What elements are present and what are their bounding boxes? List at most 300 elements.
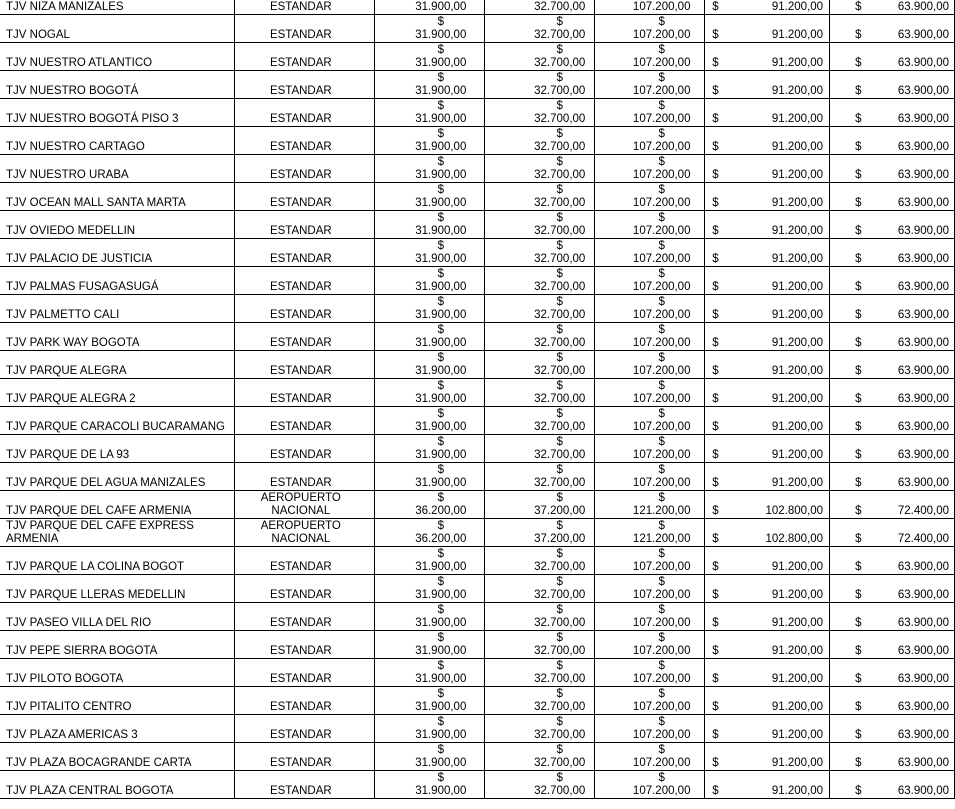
price-1-cell[interactable] <box>375 0 485 15</box>
price-1-cell[interactable] <box>375 435 485 463</box>
currency-symbol: $ <box>712 141 719 153</box>
currency-symbol: $ <box>437 380 444 392</box>
price-2-cell[interactable] <box>485 463 595 491</box>
category-cell[interactable]: ESTANDAR <box>235 631 375 659</box>
price-4-cell[interactable] <box>705 239 830 267</box>
price-3-value: 121.200,00 <box>632 533 691 545</box>
location-name-cell[interactable]: TJV PILOTO BOGOTA <box>0 659 235 687</box>
currency-symbol: $ <box>855 29 862 41</box>
table-row <box>0 127 955 155</box>
price-4-value: 91.200,00 <box>771 337 824 349</box>
price-2-cell[interactable] <box>485 351 595 379</box>
location-name-cell[interactable]: TJV PARQUE LLERAS MEDELLIN <box>0 575 235 603</box>
price-5-cell[interactable] <box>830 463 955 491</box>
price-3-value: 107.200,00 <box>632 141 691 153</box>
category-cell[interactable]: ESTANDAR <box>235 155 375 183</box>
price-2-value: 32.700,00 <box>534 337 586 349</box>
price-3-value: 107.200,00 <box>632 29 691 41</box>
currency-symbol: $ <box>855 337 862 349</box>
location-name-cell[interactable]: TJV PARQUE DEL AGUA MANIZALES <box>0 463 235 491</box>
price-5-cell[interactable] <box>830 211 955 239</box>
price-2-cell[interactable] <box>485 687 595 715</box>
currency-symbol: $ <box>855 421 862 433</box>
price-5-value: 63.900,00 <box>897 1 949 13</box>
location-name-cell[interactable]: TJV NUESTRO URABA <box>0 155 235 183</box>
price-3-cell[interactable] <box>595 659 705 687</box>
price-4-cell[interactable] <box>705 71 830 99</box>
price-5-cell[interactable] <box>830 491 955 519</box>
price-5-cell[interactable] <box>830 43 955 71</box>
price-2-cell[interactable] <box>485 43 595 71</box>
currency-symbol: $ <box>437 660 444 672</box>
price-1-cell[interactable] <box>375 71 485 99</box>
price-3-cell[interactable] <box>595 491 705 519</box>
price-5-cell[interactable] <box>830 267 955 295</box>
price-2-cell[interactable] <box>485 15 595 43</box>
category-cell[interactable]: ESTANDAR <box>235 379 375 407</box>
price-1-cell[interactable] <box>375 491 485 519</box>
price-4-value: 91.200,00 <box>771 29 824 41</box>
table-row <box>0 771 955 799</box>
price-2-cell[interactable] <box>485 155 595 183</box>
currency-symbol: $ <box>437 548 444 560</box>
price-4-cell[interactable] <box>705 687 830 715</box>
currency-symbol: $ <box>712 617 719 629</box>
price-2-cell[interactable] <box>485 603 595 631</box>
price-1-value: 36.200,00 <box>415 533 467 545</box>
price-5-value: 63.900,00 <box>897 729 949 741</box>
price-3-cell[interactable] <box>595 127 705 155</box>
price-4-value: 91.200,00 <box>771 421 824 433</box>
category-cell[interactable]: ESTANDAR <box>235 15 375 43</box>
price-1-value: 31.900,00 <box>415 141 467 153</box>
price-2-cell[interactable] <box>485 519 595 547</box>
price-3-value: 107.200,00 <box>632 337 691 349</box>
table-row <box>0 155 955 183</box>
price-2-cell[interactable] <box>485 295 595 323</box>
category-cell[interactable]: ESTANDAR <box>235 407 375 435</box>
price-1-cell[interactable] <box>375 183 485 211</box>
currency-symbol: $ <box>712 785 719 797</box>
price-1-cell[interactable] <box>375 407 485 435</box>
price-5-cell[interactable] <box>830 715 955 743</box>
currency-symbol: $ <box>712 309 719 321</box>
currency-symbol: $ <box>855 365 862 377</box>
price-4-value: 91.200,00 <box>771 85 824 97</box>
price-5-cell[interactable] <box>830 519 955 547</box>
price-4-cell[interactable] <box>705 407 830 435</box>
location-name-cell[interactable]: TJV PARQUE DE LA 93 <box>0 435 235 463</box>
category-cell[interactable]: ESTANDAR <box>235 127 375 155</box>
price-3-cell[interactable] <box>595 463 705 491</box>
currency-symbol: $ <box>437 464 444 476</box>
price-2-cell[interactable] <box>485 771 595 799</box>
price-4-value: 91.200,00 <box>771 561 824 573</box>
currency-symbol: $ <box>437 408 444 420</box>
currency-symbol: $ <box>437 576 444 588</box>
category-cell[interactable]: ESTANDAR <box>235 603 375 631</box>
price-3-cell[interactable] <box>595 379 705 407</box>
location-name-cell[interactable]: TJV PARQUE DEL CAFE ARMENIA <box>0 491 235 519</box>
price-3-cell[interactable] <box>595 519 705 547</box>
location-name-cell[interactable]: TJV PALMAS FUSAGASUGÁ <box>0 267 235 295</box>
price-1-cell[interactable] <box>375 211 485 239</box>
price-3-cell[interactable] <box>595 99 705 127</box>
currency-symbol: $ <box>658 128 665 140</box>
price-2-cell[interactable] <box>485 631 595 659</box>
location-name-cell[interactable]: TJV NUESTRO ATLANTICO <box>0 43 235 71</box>
price-2-cell[interactable] <box>485 491 595 519</box>
price-3-cell[interactable] <box>595 743 705 771</box>
price-4-cell[interactable] <box>705 659 830 687</box>
price-5-cell[interactable] <box>830 71 955 99</box>
price-3-value: 107.200,00 <box>632 253 691 265</box>
price-2-cell[interactable] <box>485 211 595 239</box>
price-3-value: 107.200,00 <box>632 757 691 769</box>
price-2-cell[interactable] <box>485 743 595 771</box>
price-3-cell[interactable] <box>595 71 705 99</box>
price-4-value: 91.200,00 <box>771 449 824 461</box>
price-4-cell[interactable] <box>705 771 830 799</box>
category-cell[interactable]: ESTANDAR <box>235 211 375 239</box>
currency-symbol: $ <box>712 197 719 209</box>
price-3-cell[interactable] <box>595 155 705 183</box>
category-cell[interactable]: ESTANDAR <box>235 771 375 799</box>
price-4-cell[interactable] <box>705 463 830 491</box>
currency-symbol: $ <box>658 688 665 700</box>
currency-symbol: $ <box>658 716 665 728</box>
price-2-cell[interactable] <box>485 659 595 687</box>
currency-symbol: $ <box>556 184 563 196</box>
price-5-cell[interactable] <box>830 0 955 15</box>
currency-symbol: $ <box>855 169 862 181</box>
price-3-cell[interactable] <box>595 715 705 743</box>
price-5-cell[interactable] <box>830 547 955 575</box>
price-3-cell[interactable] <box>595 323 705 351</box>
currency-symbol: $ <box>855 589 862 601</box>
price-1-cell[interactable] <box>375 267 485 295</box>
category-cell[interactable]: ESTANDAR <box>235 99 375 127</box>
category-cell[interactable]: ESTANDAR <box>235 575 375 603</box>
price-5-cell[interactable] <box>830 603 955 631</box>
price-2-value: 32.700,00 <box>534 141 586 153</box>
price-4-cell[interactable] <box>705 491 830 519</box>
price-4-cell[interactable] <box>705 547 830 575</box>
price-2-cell[interactable] <box>485 547 595 575</box>
price-3-cell[interactable] <box>595 575 705 603</box>
price-3-value: 107.200,00 <box>632 197 691 209</box>
category-cell[interactable]: ESTANDAR <box>235 687 375 715</box>
price-1-cell[interactable] <box>375 715 485 743</box>
price-2-cell[interactable] <box>485 435 595 463</box>
price-3-value: 107.200,00 <box>632 421 691 433</box>
price-1-cell[interactable] <box>375 631 485 659</box>
price-4-cell[interactable] <box>705 211 830 239</box>
currency-symbol: $ <box>556 688 563 700</box>
currency-symbol: $ <box>556 380 563 392</box>
price-4-cell[interactable] <box>705 435 830 463</box>
currency-symbol: $ <box>556 464 563 476</box>
category-cell[interactable]: ESTANDAR <box>235 0 375 15</box>
price-4-cell[interactable] <box>705 127 830 155</box>
price-2-cell[interactable] <box>485 715 595 743</box>
price-3-cell[interactable] <box>595 631 705 659</box>
price-5-cell[interactable] <box>830 99 955 127</box>
price-5-value: 63.900,00 <box>897 617 949 629</box>
currency-symbol: $ <box>556 772 563 784</box>
currency-symbol: $ <box>556 16 563 28</box>
price-3-cell[interactable] <box>595 407 705 435</box>
price-3-value: 107.200,00 <box>632 393 691 405</box>
price-1-cell[interactable] <box>375 239 485 267</box>
price-4-cell[interactable] <box>705 99 830 127</box>
currency-symbol: $ <box>855 645 862 657</box>
category-cell[interactable]: ESTANDAR <box>235 71 375 99</box>
price-2-cell[interactable] <box>485 323 595 351</box>
price-5-cell[interactable] <box>830 183 955 211</box>
location-name-cell[interactable]: TJV PITALITO CENTRO <box>0 687 235 715</box>
price-4-value: 91.200,00 <box>771 57 824 69</box>
price-3-cell[interactable] <box>595 267 705 295</box>
location-name-cell[interactable]: TJV PARQUE CARACOLI BUCARAMANG <box>0 407 235 435</box>
location-name-cell[interactable]: TJV NUESTRO BOGOTÁ PISO 3 <box>0 99 235 127</box>
currency-symbol: $ <box>437 744 444 756</box>
price-3-cell[interactable] <box>595 351 705 379</box>
table-row <box>0 547 955 575</box>
price-2-cell[interactable] <box>485 0 595 15</box>
category-cell[interactable]: AEROPUERTO NACIONAL <box>235 519 375 547</box>
price-5-cell[interactable] <box>830 155 955 183</box>
price-5-cell[interactable] <box>830 407 955 435</box>
location-name-cell[interactable]: TJV PARQUE DEL CAFE EXPRESS ARMENIA <box>0 519 235 547</box>
price-4-cell[interactable] <box>705 0 830 15</box>
price-2-value: 32.700,00 <box>534 57 586 69</box>
price-1-cell[interactable] <box>375 519 485 547</box>
price-3-cell[interactable] <box>595 211 705 239</box>
price-1-cell[interactable] <box>375 547 485 575</box>
price-1-cell[interactable] <box>375 575 485 603</box>
currency-symbol: $ <box>658 296 665 308</box>
price-1-cell[interactable] <box>375 99 485 127</box>
location-name-cell[interactable]: TJV NUESTRO BOGOTÁ <box>0 71 235 99</box>
price-4-cell[interactable] <box>705 43 830 71</box>
category-cell[interactable]: ESTANDAR <box>235 463 375 491</box>
category-cell[interactable]: AEROPUERTO NACIONAL <box>235 491 375 519</box>
price-3-cell[interactable] <box>595 771 705 799</box>
currency-symbol: $ <box>855 281 862 293</box>
price-2-cell[interactable] <box>485 379 595 407</box>
price-5-cell[interactable] <box>830 771 955 799</box>
price-5-cell[interactable] <box>830 127 955 155</box>
price-5-cell[interactable] <box>830 743 955 771</box>
price-2-cell[interactable] <box>485 183 595 211</box>
price-3-cell[interactable] <box>595 239 705 267</box>
price-4-value: 91.200,00 <box>771 253 824 265</box>
currency-symbol: $ <box>855 757 862 769</box>
category-cell[interactable]: ESTANDAR <box>235 659 375 687</box>
price-5-cell[interactable] <box>830 239 955 267</box>
price-5-value: 63.900,00 <box>897 673 949 685</box>
category-cell[interactable]: ESTANDAR <box>235 43 375 71</box>
price-5-value: 63.900,00 <box>897 365 949 377</box>
location-name-cell[interactable]: TJV PALMETTO CALI <box>0 295 235 323</box>
category-cell[interactable]: ESTANDAR <box>235 435 375 463</box>
currency-symbol: $ <box>437 44 444 56</box>
price-3-cell[interactable] <box>595 435 705 463</box>
currency-symbol: $ <box>658 16 665 28</box>
price-5-value: 63.900,00 <box>897 281 949 293</box>
price-1-cell[interactable] <box>375 43 485 71</box>
price-2-cell[interactable] <box>485 267 595 295</box>
category-cell[interactable]: ESTANDAR <box>235 183 375 211</box>
price-4-cell[interactable] <box>705 295 830 323</box>
table-row <box>0 463 955 491</box>
price-3-cell[interactable] <box>595 603 705 631</box>
price-1-value: 31.900,00 <box>415 281 467 293</box>
price-2-cell[interactable] <box>485 71 595 99</box>
category-cell[interactable]: ESTANDAR <box>235 267 375 295</box>
price-1-cell[interactable] <box>375 771 485 799</box>
location-name-cell[interactable]: TJV PARQUE ALEGRA 2 <box>0 379 235 407</box>
currency-symbol: $ <box>437 240 444 252</box>
price-3-value: 107.200,00 <box>632 645 691 657</box>
currency-symbol: $ <box>855 533 862 545</box>
category-cell[interactable]: ESTANDAR <box>235 295 375 323</box>
price-4-cell[interactable] <box>705 155 830 183</box>
price-2-value: 32.700,00 <box>534 393 586 405</box>
location-name-cell[interactable]: TJV OCEAN MALL SANTA MARTA <box>0 183 235 211</box>
price-5-cell[interactable] <box>830 351 955 379</box>
price-4-cell[interactable] <box>705 519 830 547</box>
price-3-cell[interactable] <box>595 547 705 575</box>
price-3-value: 107.200,00 <box>632 477 691 489</box>
price-5-cell[interactable] <box>830 295 955 323</box>
price-3-cell[interactable] <box>595 183 705 211</box>
price-5-cell[interactable] <box>830 15 955 43</box>
price-3-cell[interactable] <box>595 295 705 323</box>
price-2-value: 32.700,00 <box>534 309 586 321</box>
currency-symbol: $ <box>437 128 444 140</box>
price-5-cell[interactable] <box>830 687 955 715</box>
price-5-cell[interactable] <box>830 659 955 687</box>
currency-symbol: $ <box>855 393 862 405</box>
table-row <box>0 295 955 323</box>
price-1-cell[interactable] <box>375 659 485 687</box>
category-cell[interactable]: ESTANDAR <box>235 239 375 267</box>
price-1-cell[interactable] <box>375 15 485 43</box>
price-4-cell[interactable] <box>705 603 830 631</box>
price-4-cell[interactable] <box>705 631 830 659</box>
currency-symbol: $ <box>658 380 665 392</box>
location-name-cell[interactable]: TJV OVIEDO MEDELLIN <box>0 211 235 239</box>
price-5-cell[interactable] <box>830 631 955 659</box>
category-cell[interactable]: ESTANDAR <box>235 743 375 771</box>
price-3-cell[interactable] <box>595 687 705 715</box>
price-2-cell[interactable] <box>485 127 595 155</box>
price-1-cell[interactable] <box>375 463 485 491</box>
price-1-value: 31.900,00 <box>415 309 467 321</box>
location-name-cell[interactable]: TJV NIZA MANIZALES <box>0 0 235 15</box>
category-cell[interactable]: ESTANDAR <box>235 715 375 743</box>
location-name-cell[interactable]: TJV PLAZA BOCAGRANDE CARTA <box>0 743 235 771</box>
location-name-cell[interactable]: TJV PALACIO DE JUSTICIA <box>0 239 235 267</box>
price-1-cell[interactable] <box>375 743 485 771</box>
location-name-cell[interactable]: TJV PLAZA CENTRAL BOGOTA <box>0 771 235 799</box>
location-name-cell[interactable]: TJV NUESTRO CARTAGO <box>0 127 235 155</box>
price-4-cell[interactable] <box>705 15 830 43</box>
currency-symbol: $ <box>855 57 862 69</box>
price-1-cell[interactable] <box>375 323 485 351</box>
currency-symbol: $ <box>712 253 719 265</box>
price-5-cell[interactable] <box>830 323 955 351</box>
location-name-cell[interactable]: TJV PLAZA AMERICAS 3 <box>0 715 235 743</box>
price-2-cell[interactable] <box>485 99 595 127</box>
price-3-cell[interactable] <box>595 0 705 15</box>
category-cell[interactable]: ESTANDAR <box>235 351 375 379</box>
currency-symbol: $ <box>855 253 862 265</box>
currency-symbol: $ <box>556 408 563 420</box>
location-name-cell[interactable]: TJV PASEO VILLA DEL RIO <box>0 603 235 631</box>
price-1-cell[interactable] <box>375 603 485 631</box>
price-5-cell[interactable] <box>830 575 955 603</box>
location-name-cell[interactable]: TJV PEPE SIERRA BOGOTA <box>0 631 235 659</box>
price-4-value: 91.200,00 <box>771 617 824 629</box>
price-4-value: 91.200,00 <box>771 729 824 741</box>
price-4-cell[interactable] <box>705 183 830 211</box>
price-3-value: 107.200,00 <box>632 365 691 377</box>
location-name-cell[interactable]: TJV PARQUE LA COLINA BOGOT <box>0 547 235 575</box>
price-2-cell[interactable] <box>485 575 595 603</box>
location-name-cell[interactable]: TJV PARQUE ALEGRA <box>0 351 235 379</box>
price-5-value: 63.900,00 <box>897 337 949 349</box>
price-4-value: 102.800,00 <box>765 505 824 517</box>
price-1-cell[interactable] <box>375 687 485 715</box>
price-4-cell[interactable] <box>705 743 830 771</box>
price-4-value: 91.200,00 <box>771 281 824 293</box>
currency-symbol: $ <box>556 492 563 504</box>
price-3-cell[interactable] <box>595 43 705 71</box>
table-row <box>0 323 955 351</box>
category-cell[interactable]: ESTANDAR <box>235 323 375 351</box>
price-5-cell[interactable] <box>830 435 955 463</box>
currency-symbol: $ <box>437 156 444 168</box>
price-4-cell[interactable] <box>705 715 830 743</box>
price-5-value: 63.900,00 <box>897 477 949 489</box>
price-2-cell[interactable] <box>485 407 595 435</box>
price-1-cell[interactable] <box>375 155 485 183</box>
table-row <box>0 603 955 631</box>
price-5-cell[interactable] <box>830 379 955 407</box>
currency-symbol: $ <box>712 393 719 405</box>
price-1-cell[interactable] <box>375 351 485 379</box>
price-3-cell[interactable] <box>595 15 705 43</box>
location-name-cell[interactable]: TJV NOGAL <box>0 15 235 43</box>
currency-symbol: $ <box>855 113 862 125</box>
price-1-cell[interactable] <box>375 127 485 155</box>
price-1-value: 31.900,00 <box>415 225 467 237</box>
price-4-cell[interactable] <box>705 267 830 295</box>
price-1-cell[interactable] <box>375 379 485 407</box>
price-4-cell[interactable] <box>705 323 830 351</box>
price-4-cell[interactable] <box>705 351 830 379</box>
price-4-cell[interactable] <box>705 575 830 603</box>
category-cell[interactable]: ESTANDAR <box>235 547 375 575</box>
currency-symbol: $ <box>437 436 444 448</box>
price-4-cell[interactable] <box>705 379 830 407</box>
location-name-cell[interactable]: TJV PARK WAY BOGOTA <box>0 323 235 351</box>
price-2-cell[interactable] <box>485 239 595 267</box>
price-1-cell[interactable] <box>375 295 485 323</box>
